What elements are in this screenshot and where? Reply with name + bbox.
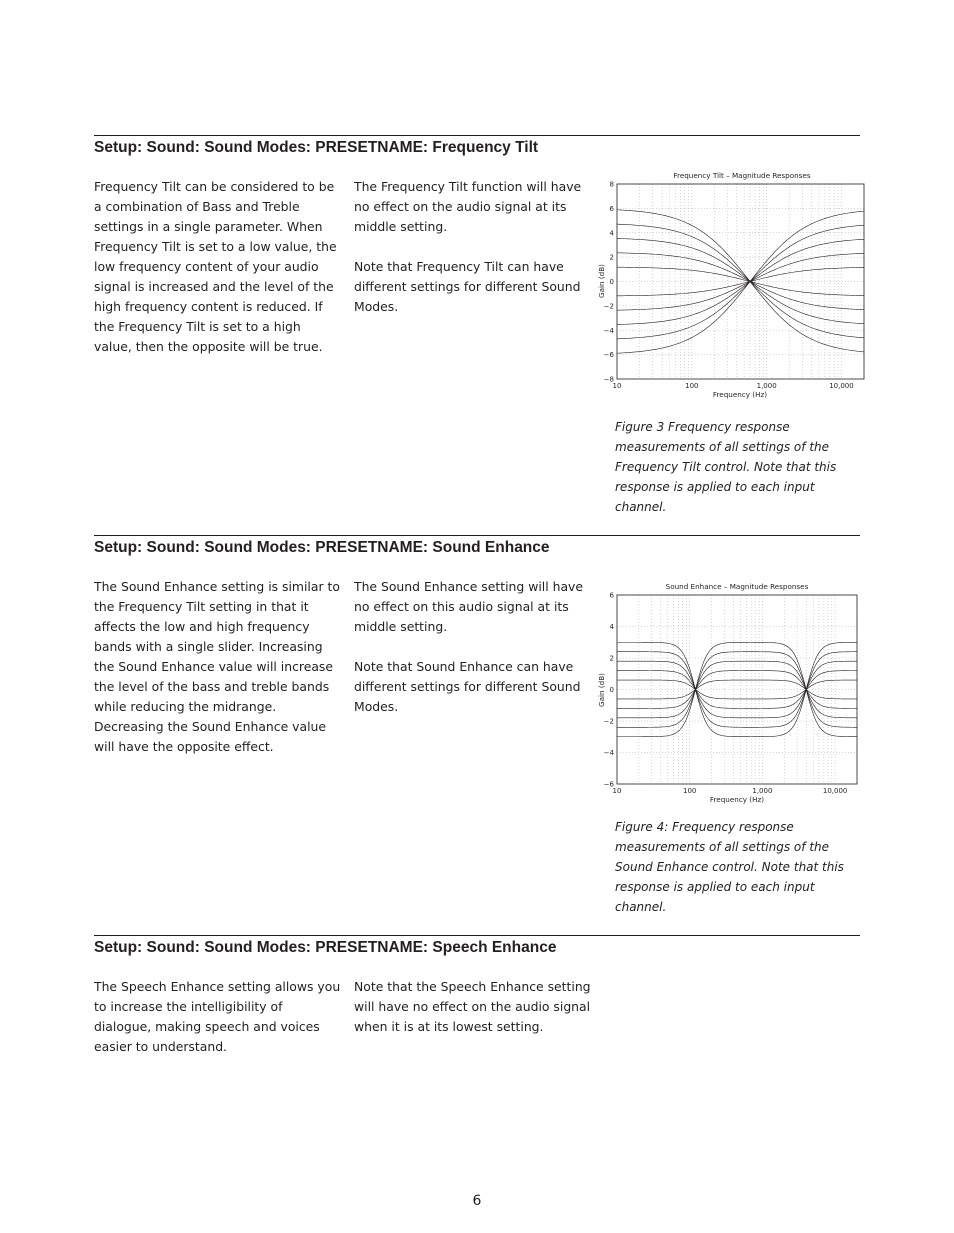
section-divider — [94, 135, 860, 136]
y-tick-label: 4 — [609, 623, 614, 631]
section-heading: Setup: Sound: Sound Modes: PRESETNAME: Sound Enhance — [94, 539, 550, 556]
chart-title: Sound Enhance – Magnitude Responses — [665, 582, 809, 591]
x-tick-label: 1,000 — [756, 382, 777, 390]
sound-enhance-chart — [594, 579, 870, 807]
response-curve — [617, 210, 864, 352]
body-column-left — [94, 977, 342, 1077]
y-tick-label: −2 — [603, 302, 614, 311]
y-tick-label: −4 — [603, 749, 614, 757]
y-tick-label: −8 — [603, 375, 614, 384]
paragraph: Note that the Speech Enhance setting will have no effect on the audio signal when it is at its lowest setting. — [354, 979, 591, 1034]
paragraph: The Speech Enhance setting allows you to increase the intelligibility of dialogue, making speech and voices easier to understand. — [94, 979, 341, 1054]
y-tick-label: 4 — [609, 229, 614, 238]
paragraph: The Sound Enhance setting will have no effect on this audio signal at its middle setting. — [354, 579, 583, 634]
body-column-middle — [354, 577, 600, 737]
response-curve — [617, 224, 864, 338]
x-tick-label: 10 — [612, 382, 622, 390]
response-curve — [617, 238, 864, 323]
section-heading: Setup: Sound: Sound Modes: PRESETNAME: Speech Enhance — [94, 939, 557, 956]
x-tick-label: 1,000 — [752, 787, 773, 795]
response-curve — [617, 239, 864, 324]
y-tick-label: −2 — [603, 717, 614, 726]
y-tick-label: 6 — [609, 204, 614, 213]
body-column-middle — [354, 177, 600, 337]
body-column-left — [94, 177, 342, 377]
paragraph: The Sound Enhance setting is similar to the Frequency Tilt setting in that it affects the low and high frequency bands with a single slider. Increasing the Sound Enhance value will increase the level of the bass and treble bands while reducing the midrange. Decreasing the Sound Enhance value will have the opposite effect. — [94, 579, 340, 754]
x-tick-label: 100 — [683, 787, 697, 795]
y-tick-label: 0 — [609, 686, 614, 694]
response-curve — [617, 253, 864, 310]
chart-title: Frequency Tilt – Magnitude Responses — [673, 171, 811, 180]
paragraph: Note that Sound Enhance can have different settings for different Sound Modes. — [354, 659, 581, 714]
y-tick-label: −6 — [603, 780, 614, 789]
section-divider — [94, 935, 860, 936]
x-tick-label: 100 — [685, 382, 699, 390]
y-axis-label: Gain (dB) — [597, 673, 606, 707]
figure-caption: Figure 4: Frequency response measurements of all settings of the Sound Enhance control. Note that this response is applied to each input channel. — [615, 820, 844, 914]
page-number: 6 — [472, 1193, 482, 1209]
paragraph: Frequency Tilt can be considered to be a combination of Bass and Treble settings in a single parameter. When Frequency Tilt is set to a low value, the low frequency content of your audio signal is increased and the level of the high frequency content is reduced. If the Frequency Tilt is set to a high value, then the opposite will be true. — [94, 179, 337, 354]
x-axis-label: Frequency (Hz) — [712, 390, 768, 399]
section-divider — [94, 535, 860, 536]
section-heading: Setup: Sound: Sound Modes: PRESETNAME: Frequency Tilt — [94, 139, 539, 156]
body-column-left — [94, 577, 342, 777]
paragraph: The Frequency Tilt function will have no effect on the audio signal at its middle setting. — [354, 179, 582, 234]
x-tick-label: 10,000 — [822, 787, 848, 795]
figure-caption: Figure 3 Frequency response measurements of all settings of the Frequency Tilt control. Note that this response is applied to each input channel. — [615, 420, 837, 514]
x-tick-label: 10 — [612, 787, 622, 795]
response-curve — [617, 253, 864, 310]
frequency-tilt-chart — [594, 168, 870, 404]
response-curve — [617, 225, 864, 339]
x-tick-label: 10,000 — [829, 382, 854, 390]
body-column-middle — [354, 977, 600, 1057]
response-curve — [617, 211, 864, 353]
y-axis-label: Gain (dB) — [597, 264, 606, 298]
y-tick-label: 8 — [609, 180, 614, 189]
y-tick-label: 2 — [609, 253, 614, 262]
paragraph: Note that Frequency Tilt can have different settings for different Sound Modes. — [354, 259, 581, 314]
y-tick-label: 2 — [609, 654, 614, 663]
y-tick-label: 6 — [609, 591, 614, 600]
y-tick-label: −6 — [603, 351, 614, 360]
y-tick-label: −4 — [603, 326, 614, 335]
x-axis-label: Frequency (Hz) — [709, 795, 765, 804]
y-tick-label: 0 — [609, 278, 614, 286]
